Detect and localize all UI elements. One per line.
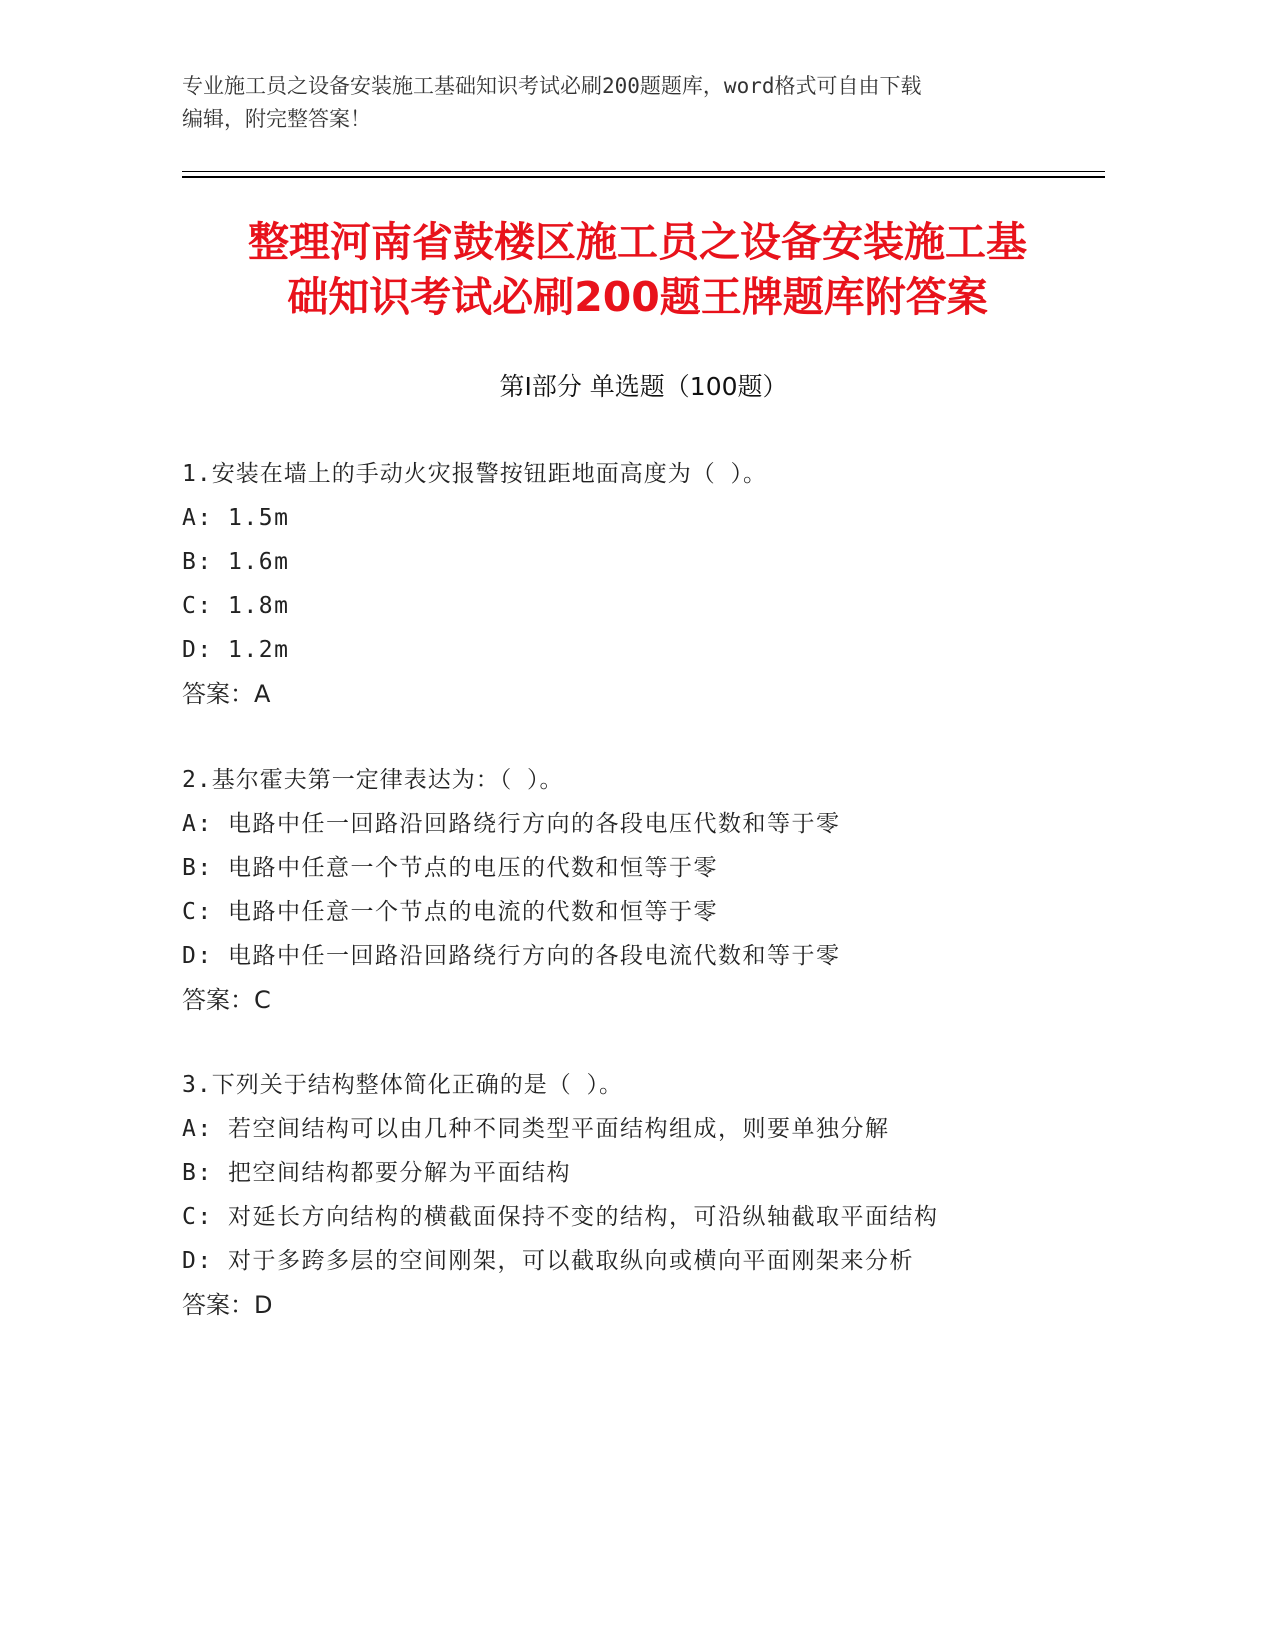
question-stem: 1.安装在墙上的手动火灾报警按钮距地面高度为（ ）。 bbox=[182, 461, 768, 487]
question-option-c: C: 电路中任意一个节点的电流的代数和恒等于零 bbox=[182, 899, 719, 925]
question-stem: 2.基尔霍夫第一定律表达为：（ ）。 bbox=[182, 767, 564, 793]
question-item bbox=[182, 452, 1105, 716]
question-answer: 答案：A bbox=[182, 680, 271, 708]
question-answer: 答案：C bbox=[182, 986, 271, 1014]
question-option-c: C: 对延长方向结构的横截面保持不变的结构，可沿纵轴截取平面结构 bbox=[182, 1204, 939, 1230]
header-note-line: 专业施工员之设备安装施工基础知识考试必刷200题题库，word格式可自由下载 bbox=[182, 74, 922, 98]
question-option-a: A: 1.5m bbox=[182, 505, 290, 531]
question-option-a: A: 电路中任一回路沿回路绕行方向的各段电压代数和等于零 bbox=[182, 811, 841, 837]
document-title-line: 整理河南省鼓楼区施工员之设备安装施工基 bbox=[248, 218, 1027, 266]
question-option-b: B: 1.6m bbox=[182, 549, 290, 575]
question-option-b: B: 把空间结构都要分解为平面结构 bbox=[182, 1160, 572, 1186]
question-answer: 答案：D bbox=[182, 1291, 273, 1319]
header-divider-thin bbox=[182, 171, 1105, 172]
section-heading: 第Ⅰ部分 单选题（100题） bbox=[499, 372, 788, 401]
question-item bbox=[182, 1063, 1105, 1327]
header-note-line: 编辑，附完整答案！ bbox=[182, 107, 371, 131]
header-note bbox=[182, 70, 1042, 136]
header-divider-thick bbox=[182, 176, 1105, 178]
question-option-d: D: 电路中任一回路沿回路绕行方向的各段电流代数和等于零 bbox=[182, 943, 841, 969]
question-item bbox=[182, 758, 1105, 1022]
question-option-d: D: 1.2m bbox=[182, 637, 290, 663]
question-option-c: C: 1.8m bbox=[182, 593, 290, 619]
question-option-d: D: 对于多跨多层的空间刚架，可以截取纵向或横向平面刚架来分析 bbox=[182, 1248, 915, 1274]
question-option-a: A: 若空间结构可以由几种不同类型平面结构组成，则要单独分解 bbox=[182, 1116, 890, 1142]
question-stem: 3.下列关于结构整体简化正确的是（ ）。 bbox=[182, 1072, 624, 1098]
document-title-line: 础知识考试必刷200题王牌题库附答案 bbox=[287, 273, 988, 321]
document-title bbox=[140, 215, 1135, 325]
question-option-b: B: 电路中任意一个节点的电压的代数和恒等于零 bbox=[182, 855, 719, 881]
